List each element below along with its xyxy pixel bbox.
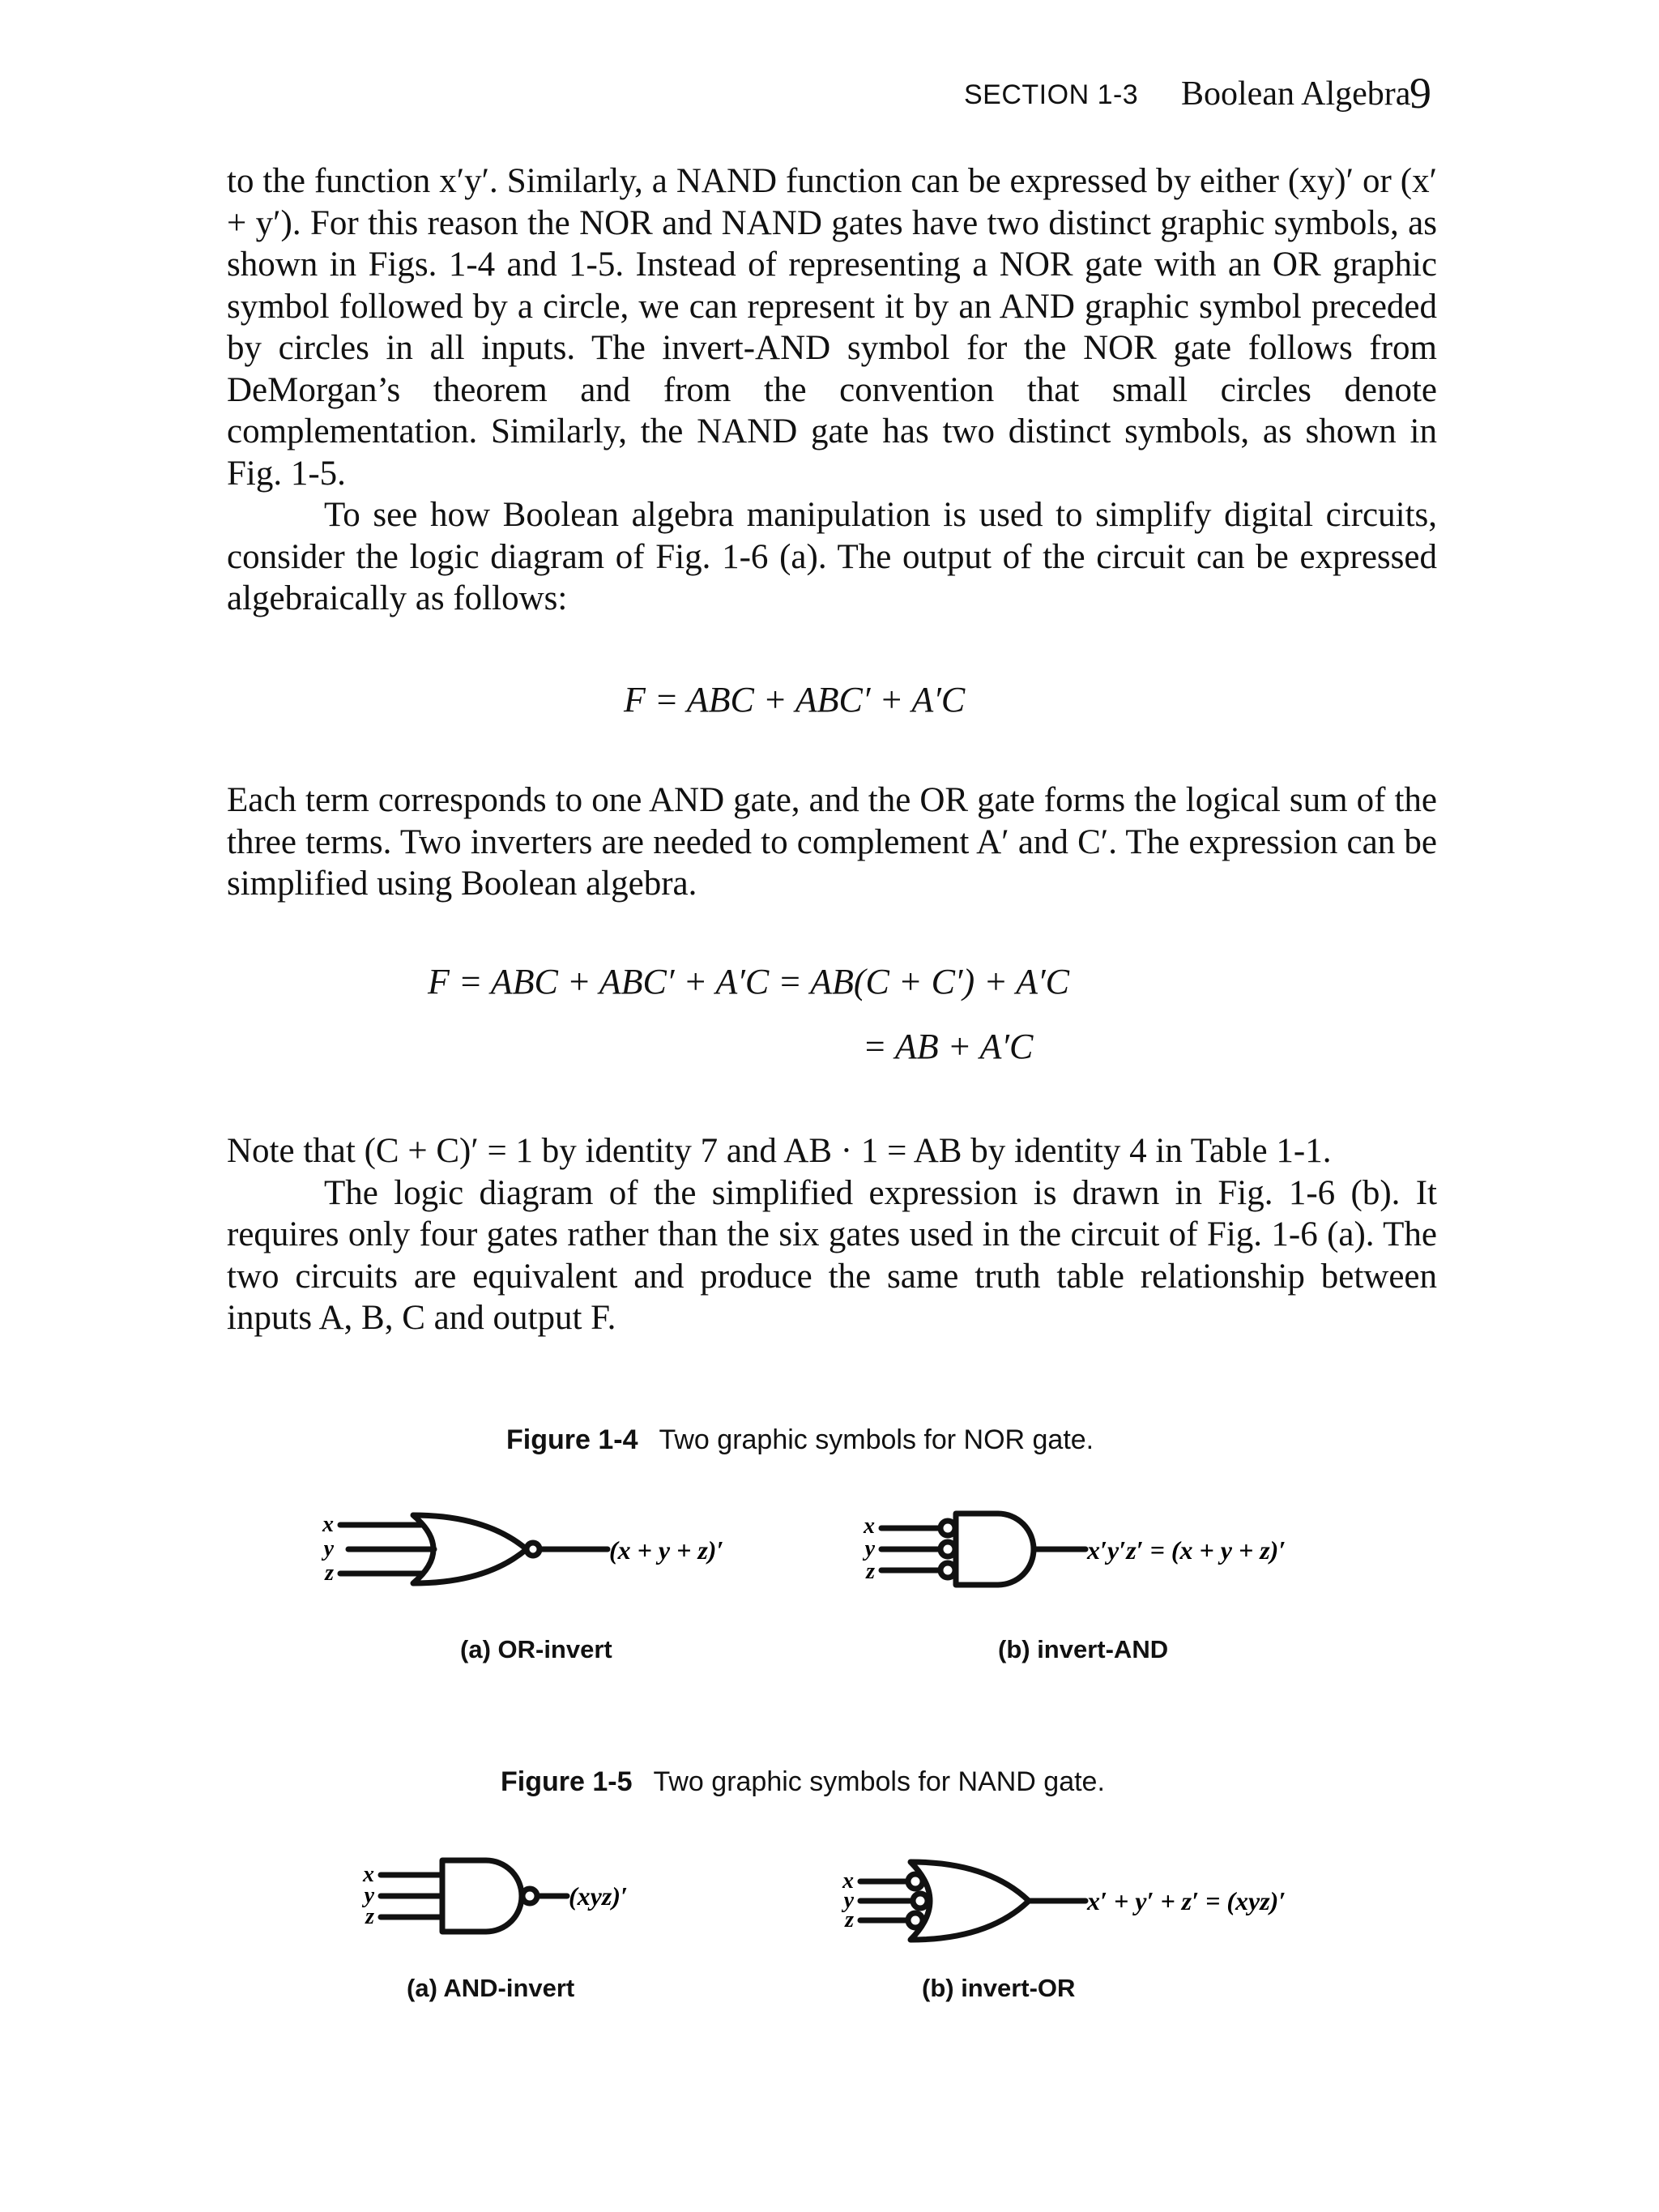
figure-1-4-label: Figure 1-4 bbox=[506, 1424, 638, 1455]
fig4a-output-expression: (x + y + z)′ bbox=[609, 1535, 724, 1565]
section-title: Boolean Algebra bbox=[1181, 75, 1411, 113]
page-number: 9 bbox=[1410, 69, 1431, 117]
fig5b-input-x: x bbox=[842, 1868, 854, 1894]
section-label: SECTION 1-3 bbox=[964, 79, 1139, 110]
figure-1-4-caption-text: Two graphic symbols for NOR gate. bbox=[659, 1424, 1094, 1455]
nor-invert-and-gate-symbol bbox=[881, 1514, 1085, 1585]
fig5b-output-expression: x′ + y′ + z′ = (xyz)′ bbox=[1087, 1886, 1286, 1915]
figure-1-5b-subcaption: (b) invert-OR bbox=[922, 1974, 1076, 2002]
equation-3: = AB + A′C bbox=[863, 1027, 1034, 1066]
figure-1-5-caption-text: Two graphic symbols for NAND gate. bbox=[653, 1766, 1105, 1797]
fig4a-input-y: y bbox=[323, 1536, 334, 1561]
fig4a-input-z: z bbox=[325, 1561, 334, 1586]
nor-or-invert-gate-symbol bbox=[340, 1515, 608, 1583]
fig5b-input-z: z bbox=[845, 1907, 854, 1932]
paragraph-2-text: To see how Boolean algebra manipulation is used to simplify digital circuits, consider the logic diagram of Fig. 1-6 (a). The output of the circuit can be expressed algebraically as follows: bbox=[227, 496, 1437, 617]
fig4b-input-z: z bbox=[866, 1559, 875, 1584]
paragraph-4-text: The logic diagram of the simplified expression is drawn in Fig. 1-6 (b). It requires only four gates rather than the six gates used in the circuit of Fig. 1-6 (a). The two circuits are equivalent and produce the same truth table relationship between inputs A, B, C and output F. bbox=[227, 1173, 1437, 1337]
equation-1: F = ABC + ABC′ + A′C bbox=[624, 680, 966, 720]
fig4a-input-x: x bbox=[322, 1512, 334, 1537]
fig4b-input-y: y bbox=[864, 1536, 875, 1561]
fig4b-input-x: x bbox=[864, 1514, 875, 1539]
fig5b-input-y: y bbox=[843, 1888, 854, 1913]
nand-and-invert-gate-symbol bbox=[381, 1860, 567, 1932]
fig5a-input-y: y bbox=[364, 1883, 374, 1908]
equation-2: F = ABC + ABC′ + A′C = AB(C + C′) + A′C bbox=[428, 962, 1069, 1001]
fig4b-output-expression: x′y′z′ = (x + y + z)′ bbox=[1087, 1535, 1286, 1565]
figure-1-4b-subcaption: (b) invert-AND bbox=[998, 1635, 1169, 1663]
fig5a-input-x: x bbox=[363, 1862, 374, 1887]
paragraph-1: to the function x′y′. Similarly, a NAND function can be expressed by either (xy)′ or (x′ + y′). For this reason the NOR and NAND gates have two distinct graphic symbols, as shown in Figs. 1-4 and 1-5. Instead of representing a NOR gate with an OR graphic symbol followed by a circle, we can represent it by an AND graphic symbol preceded by circles in all inputs. The invert-AND symbol for the NOR gate follows from DeMorgan’s theorem and from the convention that small circles denote complementation. Similarly, the NAND gate has two distinct symbols, as shown in Fig. 1-5. bbox=[227, 162, 1437, 493]
fig5a-output-expression: (xyz)′ bbox=[569, 1881, 628, 1911]
figure-1-4a-subcaption: (a) OR-invert bbox=[460, 1635, 612, 1663]
paragraph-3: Each term corresponds to one AND gate, and the OR gate forms the logical sum of the three terms. Two inverters are needed to complement A′ and C′. The expression can be simplified using Boolean algebra. bbox=[227, 781, 1437, 903]
fig5a-input-z: z bbox=[365, 1904, 374, 1929]
figure-1-5a-subcaption: (a) AND-invert bbox=[407, 1974, 575, 2002]
figure-1-5-label: Figure 1-5 bbox=[501, 1766, 633, 1797]
nand-invert-or-gate-symbol bbox=[860, 1862, 1085, 1940]
paragraph-4-first-line: Note that (C + C)′ = 1 by identity 7 and AB · 1 = AB by identity 4 in Table 1-1. bbox=[227, 1132, 1332, 1170]
